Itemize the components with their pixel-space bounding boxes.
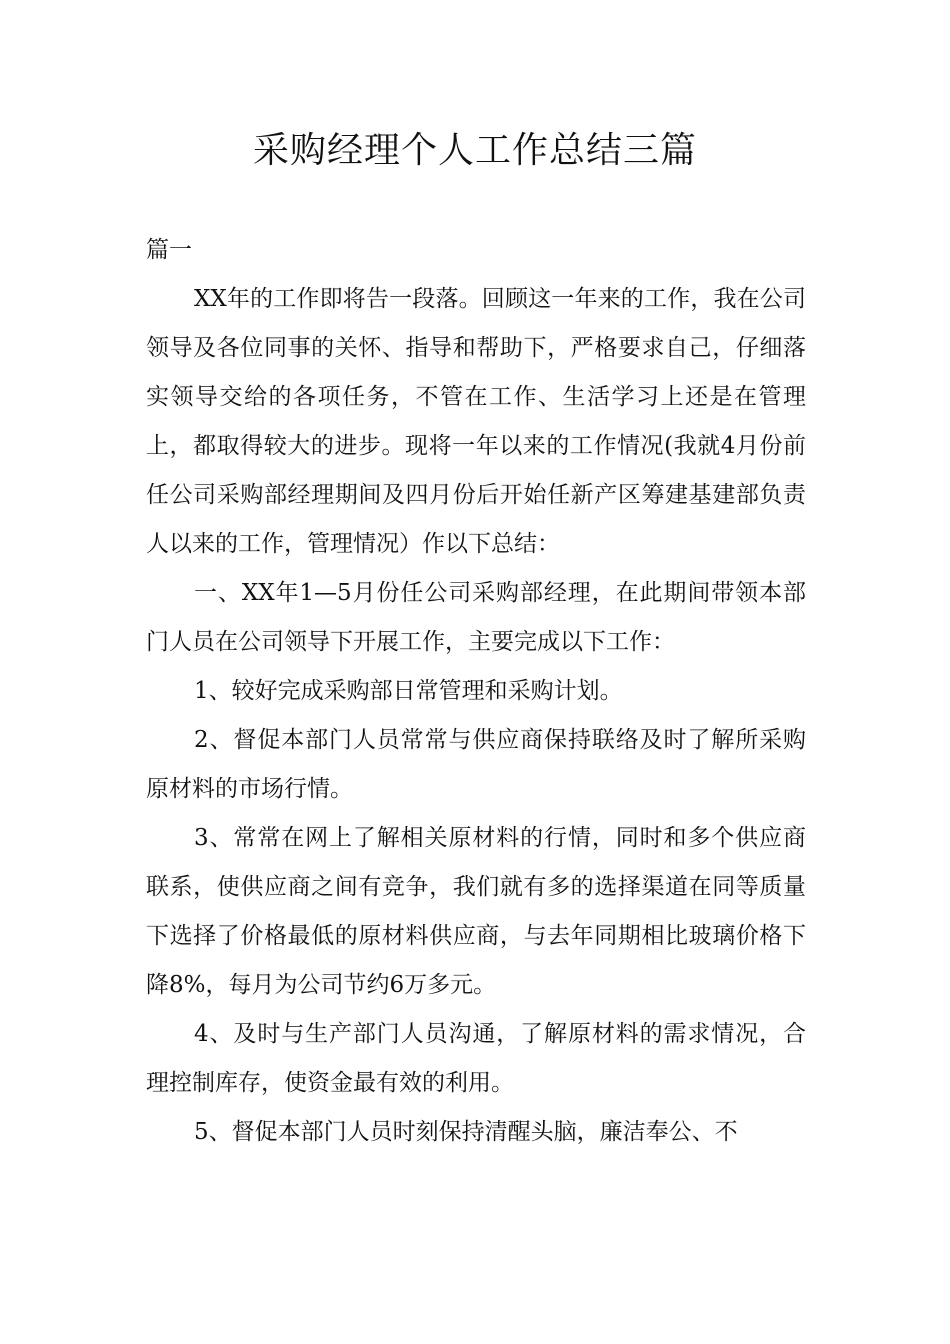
paragraph-intro: XX年的工作即将告一段落。回顾这一年来的工作，我在公司领导及各位同事的关怀、指导和帮助下，严格要求自己，仔细落实领导交给的各项任务，不管在工作、生活学习上还是在管理上，都取得较大的进步。现将一年以来的工作情况(我就4月份前任公司采购部经理期间及四月份后开始任新产区筹建基建部负责人以来的工作，管理情况）作以下总结： (146, 286, 806, 557)
list-item-3: 3、常常在网上了解相关原材料的行情，同时和多个供应商联系，使供应商之间有竞争，我们就有多的选择渠道在同等质量下选择了价格最低的原材料供应商，与去年同期相比玻璃价格下降8%，每月为公司节约6万多元。 (146, 825, 806, 998)
list-item-4: 4、及时与生产部门人员沟通，了解原材料的需求情况，合理控制库存，使资金最有效的利用。 (146, 1021, 806, 1096)
list-item-1: 1、较好完成采购部日常管理和采购计划。 (194, 678, 623, 704)
document-body (146, 226, 806, 1157)
list-item-5: 5、督促本部门人员时刻保持清醒头脑，廉洁奉公、不 (194, 1119, 738, 1145)
paragraph-part-one: 一、XX年1—5月份任公司采购部经理，在此期间带领本部门人员在公司领导下开展工作，主要完成以下工作： (146, 580, 806, 655)
list-item-2: 2、督促本部门人员常常与供应商保持联络及时了解所采购原材料的市场行情。 (146, 727, 806, 802)
document-title: 采购经理个人工作总结三篇 (252, 130, 697, 171)
section-label: 篇一 (146, 237, 192, 263)
